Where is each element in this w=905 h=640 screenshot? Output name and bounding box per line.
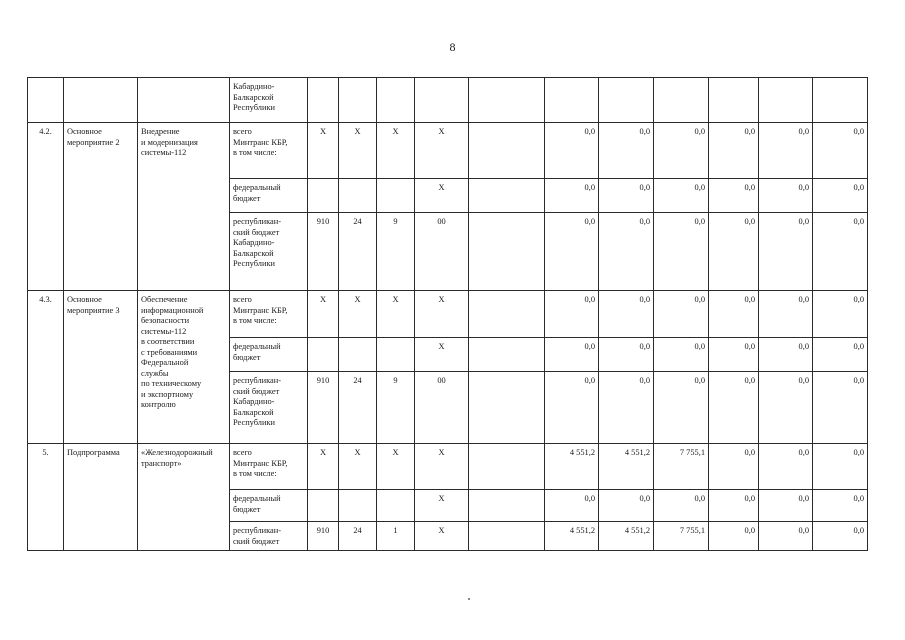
amount-cell: 0,0 bbox=[709, 179, 759, 213]
amount-cell: 0,0 bbox=[709, 372, 759, 444]
code-cell-vr bbox=[469, 444, 545, 490]
funding-source-cell: республикан- ский бюджет Кабардино- Балкарской Республики bbox=[230, 213, 308, 291]
amount-cell: 0,0 bbox=[709, 213, 759, 291]
code-cell-grbs: 910 bbox=[308, 213, 339, 291]
amount-cell: 0,0 bbox=[813, 338, 868, 372]
code-cell-csr: Х bbox=[415, 123, 469, 179]
amount-cell: 0,0 bbox=[759, 291, 813, 338]
amount-cell: 0,0 bbox=[759, 338, 813, 372]
item-number-cell: 5. bbox=[28, 444, 64, 551]
amount-cell: 4 551,2 bbox=[545, 522, 599, 551]
code-cell-csr: Х bbox=[415, 444, 469, 490]
funding-source-cell: федеральный бюджет bbox=[230, 179, 308, 213]
code-cell-pr: Х bbox=[377, 444, 415, 490]
amount-cell: 0,0 bbox=[654, 490, 709, 522]
item-type-cell: Основное мероприятие 3 bbox=[64, 291, 138, 444]
code-cell-rz: Х bbox=[339, 444, 377, 490]
amount-cell: 0,0 bbox=[709, 490, 759, 522]
table-cell bbox=[64, 78, 138, 123]
amount-cell: 0,0 bbox=[599, 291, 654, 338]
amount-cell: 0,0 bbox=[813, 291, 868, 338]
amount-cell: 0,0 bbox=[654, 213, 709, 291]
code-cell-pr: 9 bbox=[377, 213, 415, 291]
table-row bbox=[28, 78, 868, 123]
table-cell bbox=[308, 78, 339, 123]
amount-cell: 0,0 bbox=[709, 291, 759, 338]
code-cell-csr: 00 bbox=[415, 372, 469, 444]
amount-cell: 0,0 bbox=[599, 490, 654, 522]
code-cell-rz: 24 bbox=[339, 522, 377, 551]
code-cell-grbs bbox=[308, 179, 339, 213]
amount-cell: 0,0 bbox=[759, 123, 813, 179]
amount-cell: 0,0 bbox=[759, 444, 813, 490]
code-cell-pr: Х bbox=[377, 123, 415, 179]
table-cell bbox=[545, 78, 599, 123]
table-row bbox=[28, 291, 868, 338]
code-cell-csr: Х bbox=[415, 338, 469, 372]
table-cell bbox=[709, 78, 759, 123]
table-cell bbox=[138, 78, 230, 123]
code-cell-vr bbox=[469, 522, 545, 551]
code-cell-pr bbox=[377, 490, 415, 522]
funding-source-cell: всего Минтранс КБР, в том числе: bbox=[230, 123, 308, 179]
code-cell-pr bbox=[377, 338, 415, 372]
amount-cell: 4 551,2 bbox=[599, 444, 654, 490]
funding-source-cell: федеральный бюджет bbox=[230, 490, 308, 522]
code-cell-pr: Х bbox=[377, 291, 415, 338]
code-cell-grbs: Х bbox=[308, 291, 339, 338]
amount-cell: 0,0 bbox=[545, 123, 599, 179]
code-cell-rz: 24 bbox=[339, 372, 377, 444]
code-cell-vr bbox=[469, 123, 545, 179]
code-cell-vr bbox=[469, 213, 545, 291]
amount-cell: 4 551,2 bbox=[545, 444, 599, 490]
amount-cell: 0,0 bbox=[654, 372, 709, 444]
funding-source-cell: республикан- ский бюджет bbox=[230, 522, 308, 551]
amount-cell: 0,0 bbox=[545, 372, 599, 444]
table-cell bbox=[339, 78, 377, 123]
item-name-cell: «Железнодорожный транспорт» bbox=[138, 444, 230, 551]
amount-cell: 7 755,1 bbox=[654, 522, 709, 551]
code-cell-pr: 1 bbox=[377, 522, 415, 551]
code-cell-csr: Х bbox=[415, 179, 469, 213]
amount-cell: 0,0 bbox=[813, 123, 868, 179]
amount-cell: 0,0 bbox=[654, 123, 709, 179]
table-cell bbox=[759, 78, 813, 123]
code-cell-grbs bbox=[308, 338, 339, 372]
code-cell-grbs bbox=[308, 490, 339, 522]
amount-cell: 0,0 bbox=[654, 179, 709, 213]
amount-cell: 0,0 bbox=[813, 179, 868, 213]
item-name-cell: Обеспечение информационной безопасности системы-112 в соответствии с требованиями Федеральной службы по техническому и экспортному контролю bbox=[138, 291, 230, 444]
code-cell-grbs: 910 bbox=[308, 522, 339, 551]
budget-table bbox=[27, 77, 868, 551]
amount-cell: 0,0 bbox=[599, 179, 654, 213]
amount-cell: 0,0 bbox=[709, 522, 759, 551]
amount-cell: 0,0 bbox=[599, 123, 654, 179]
amount-cell: 0,0 bbox=[813, 444, 868, 490]
item-number-cell: 4.2. bbox=[28, 123, 64, 291]
amount-cell: 0,0 bbox=[709, 123, 759, 179]
amount-cell: 0,0 bbox=[545, 179, 599, 213]
amount-cell: 0,0 bbox=[545, 213, 599, 291]
table-cell bbox=[415, 78, 469, 123]
item-type-cell: Основное мероприятие 2 bbox=[64, 123, 138, 291]
amount-cell: 0,0 bbox=[813, 490, 868, 522]
amount-cell: 0,0 bbox=[813, 213, 868, 291]
item-type-cell: Подпрограмма bbox=[64, 444, 138, 551]
amount-cell: 0,0 bbox=[709, 444, 759, 490]
code-cell-grbs: 910 bbox=[308, 372, 339, 444]
code-cell-grbs: Х bbox=[308, 123, 339, 179]
amount-cell: 0,0 bbox=[709, 338, 759, 372]
page-number: 8 bbox=[449, 40, 456, 54]
code-cell-csr: Х bbox=[415, 291, 469, 338]
amount-cell: 0,0 bbox=[759, 522, 813, 551]
amount-cell: 0,0 bbox=[654, 291, 709, 338]
item-name-cell: Внедрение и модернизация системы-112 bbox=[138, 123, 230, 291]
code-cell-grbs: Х bbox=[308, 444, 339, 490]
funding-source-cell: республикан- ский бюджет Кабардино- Балкарской Республики bbox=[230, 372, 308, 444]
code-cell-rz bbox=[339, 490, 377, 522]
amount-cell: 0,0 bbox=[813, 522, 868, 551]
table-body bbox=[28, 78, 868, 551]
amount-cell: 0,0 bbox=[813, 372, 868, 444]
code-cell-vr bbox=[469, 372, 545, 444]
funding-source-cell: Кабардино- Балкарской Республики bbox=[230, 78, 308, 123]
code-cell-csr: Х bbox=[415, 490, 469, 522]
table-cell bbox=[469, 78, 545, 123]
amount-cell: 0,0 bbox=[599, 338, 654, 372]
scan-speck bbox=[468, 598, 470, 600]
code-cell-vr bbox=[469, 291, 545, 338]
code-cell-rz: Х bbox=[339, 123, 377, 179]
amount-cell: 0,0 bbox=[545, 490, 599, 522]
table-cell bbox=[28, 78, 64, 123]
code-cell-rz: 24 bbox=[339, 213, 377, 291]
code-cell-pr bbox=[377, 179, 415, 213]
table-row bbox=[28, 123, 868, 179]
amount-cell: 0,0 bbox=[759, 213, 813, 291]
amount-cell: 0,0 bbox=[545, 291, 599, 338]
item-number-cell: 4.3. bbox=[28, 291, 64, 444]
table-row bbox=[28, 444, 868, 490]
table-cell bbox=[654, 78, 709, 123]
funding-source-cell: всего Минтранс КБР, в том числе: bbox=[230, 291, 308, 338]
code-cell-vr bbox=[469, 338, 545, 372]
amount-cell: 7 755,1 bbox=[654, 444, 709, 490]
code-cell-vr bbox=[469, 490, 545, 522]
code-cell-pr: 9 bbox=[377, 372, 415, 444]
code-cell-rz bbox=[339, 179, 377, 213]
amount-cell: 0,0 bbox=[599, 213, 654, 291]
amount-cell: 0,0 bbox=[545, 338, 599, 372]
table-cell bbox=[599, 78, 654, 123]
amount-cell: 4 551,2 bbox=[599, 522, 654, 551]
code-cell-csr: 00 bbox=[415, 213, 469, 291]
amount-cell: 0,0 bbox=[759, 372, 813, 444]
code-cell-rz: Х bbox=[339, 291, 377, 338]
funding-source-cell: федеральный бюджет bbox=[230, 338, 308, 372]
amount-cell: 0,0 bbox=[759, 490, 813, 522]
amount-cell: 0,0 bbox=[759, 179, 813, 213]
amount-cell: 0,0 bbox=[599, 372, 654, 444]
amount-cell: 0,0 bbox=[654, 338, 709, 372]
code-cell-rz bbox=[339, 338, 377, 372]
code-cell-vr bbox=[469, 179, 545, 213]
table-cell bbox=[377, 78, 415, 123]
code-cell-csr: Х bbox=[415, 522, 469, 551]
table-cell bbox=[813, 78, 868, 123]
funding-source-cell: всего Минтранс КБР, в том числе: bbox=[230, 444, 308, 490]
